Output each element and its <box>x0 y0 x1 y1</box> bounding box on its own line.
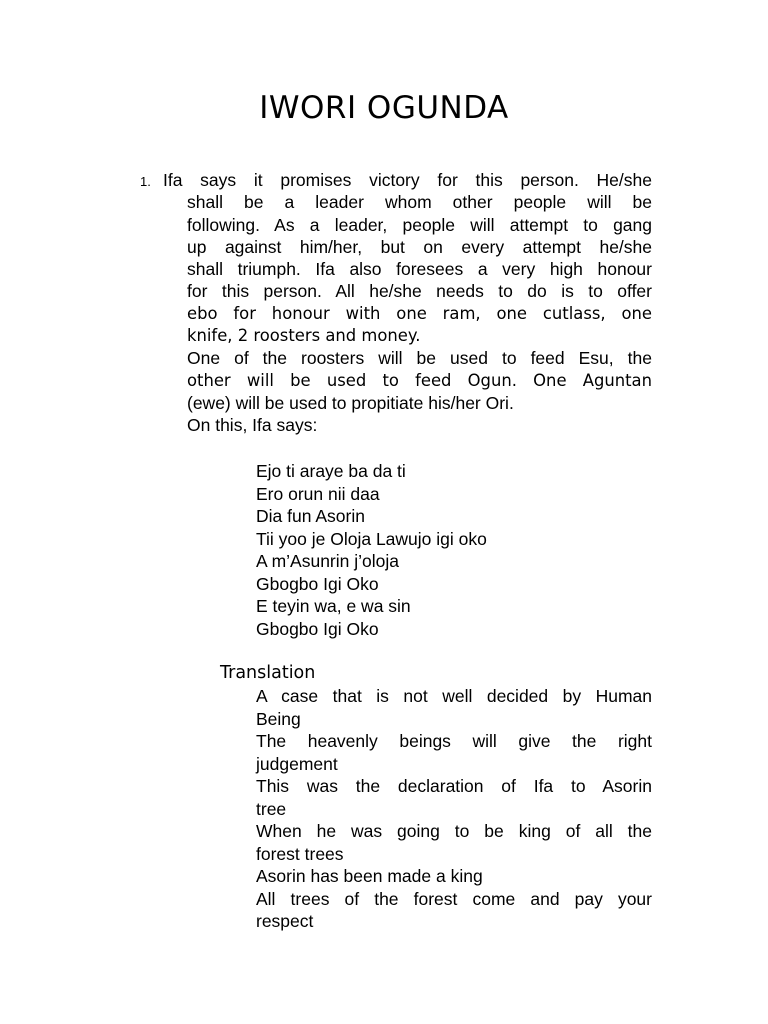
translation-line: Being <box>256 708 301 729</box>
verse-line: E teyin wa, e wa sin <box>256 596 411 616</box>
paragraph-line: One of the roosters will be used to feed Esu, the <box>187 348 652 369</box>
verse-line: Gbogbo Igi Oko <box>256 573 379 594</box>
verse-block <box>256 460 487 640</box>
document-title: IWORI OGUNDA <box>259 90 509 126</box>
translation-block <box>256 685 652 933</box>
translation-line: A case that is not well decided by Human <box>256 686 652 706</box>
translation-line: When he was going to be king of all the <box>256 821 652 841</box>
translation-line: respect <box>256 911 314 931</box>
verse-line: Ero orun nii daa <box>256 483 380 504</box>
paragraph-line: knife, 2 roosters and money. <box>187 326 421 346</box>
translation-line: The heavenly beings will give the right <box>256 731 652 751</box>
verse-line: Ejo ti araye ba da ti <box>256 461 406 481</box>
verse-line: Tii yoo je Oloja Lawujo igi oko <box>256 528 487 549</box>
paragraph-line: up against him/her, but on every attempt he/she <box>187 236 652 257</box>
translation-line: Asorin has been made a king <box>256 866 483 886</box>
translation-line: This was the declaration of Ifa to Asorin <box>256 776 652 796</box>
translation-line: judgement <box>256 753 338 774</box>
translation-line: tree <box>256 798 287 819</box>
paragraph-line: On this, Ifa says: <box>187 415 318 436</box>
translation-heading: Translation <box>220 663 316 683</box>
paragraph-line: following. As a leader, people will attempt to gang <box>187 214 652 235</box>
list-item-number: 1. <box>140 174 151 189</box>
paragraph-first-line: Ifa says it promises victory for this person. He/she <box>163 170 652 190</box>
paragraph-line: (ewe) will be used to propitiate his/her Ori. <box>187 392 514 413</box>
paragraph-line: shall triumph. Ifa also foresees a very high honour <box>187 259 652 280</box>
paragraph-line: ebo for honour with one ram, one cutlass, one <box>187 303 652 323</box>
paragraph-line: other will be used to feed Ogun. One Aguntan <box>187 370 652 390</box>
paragraph-line: for this person. All he/she needs to do is to offer <box>187 281 652 302</box>
verse-line: Dia fun Asorin <box>256 506 365 526</box>
translation-line: forest trees <box>256 843 344 864</box>
verse-line: Gbogbo Igi Oko <box>256 618 379 639</box>
paragraph-line: shall be a leader whom other people will be <box>187 192 652 213</box>
translation-line: All trees of the forest come and pay your <box>256 888 652 909</box>
verse-line: A m’Asunrin j’oloja <box>256 551 399 571</box>
item-paragraph <box>187 191 652 436</box>
